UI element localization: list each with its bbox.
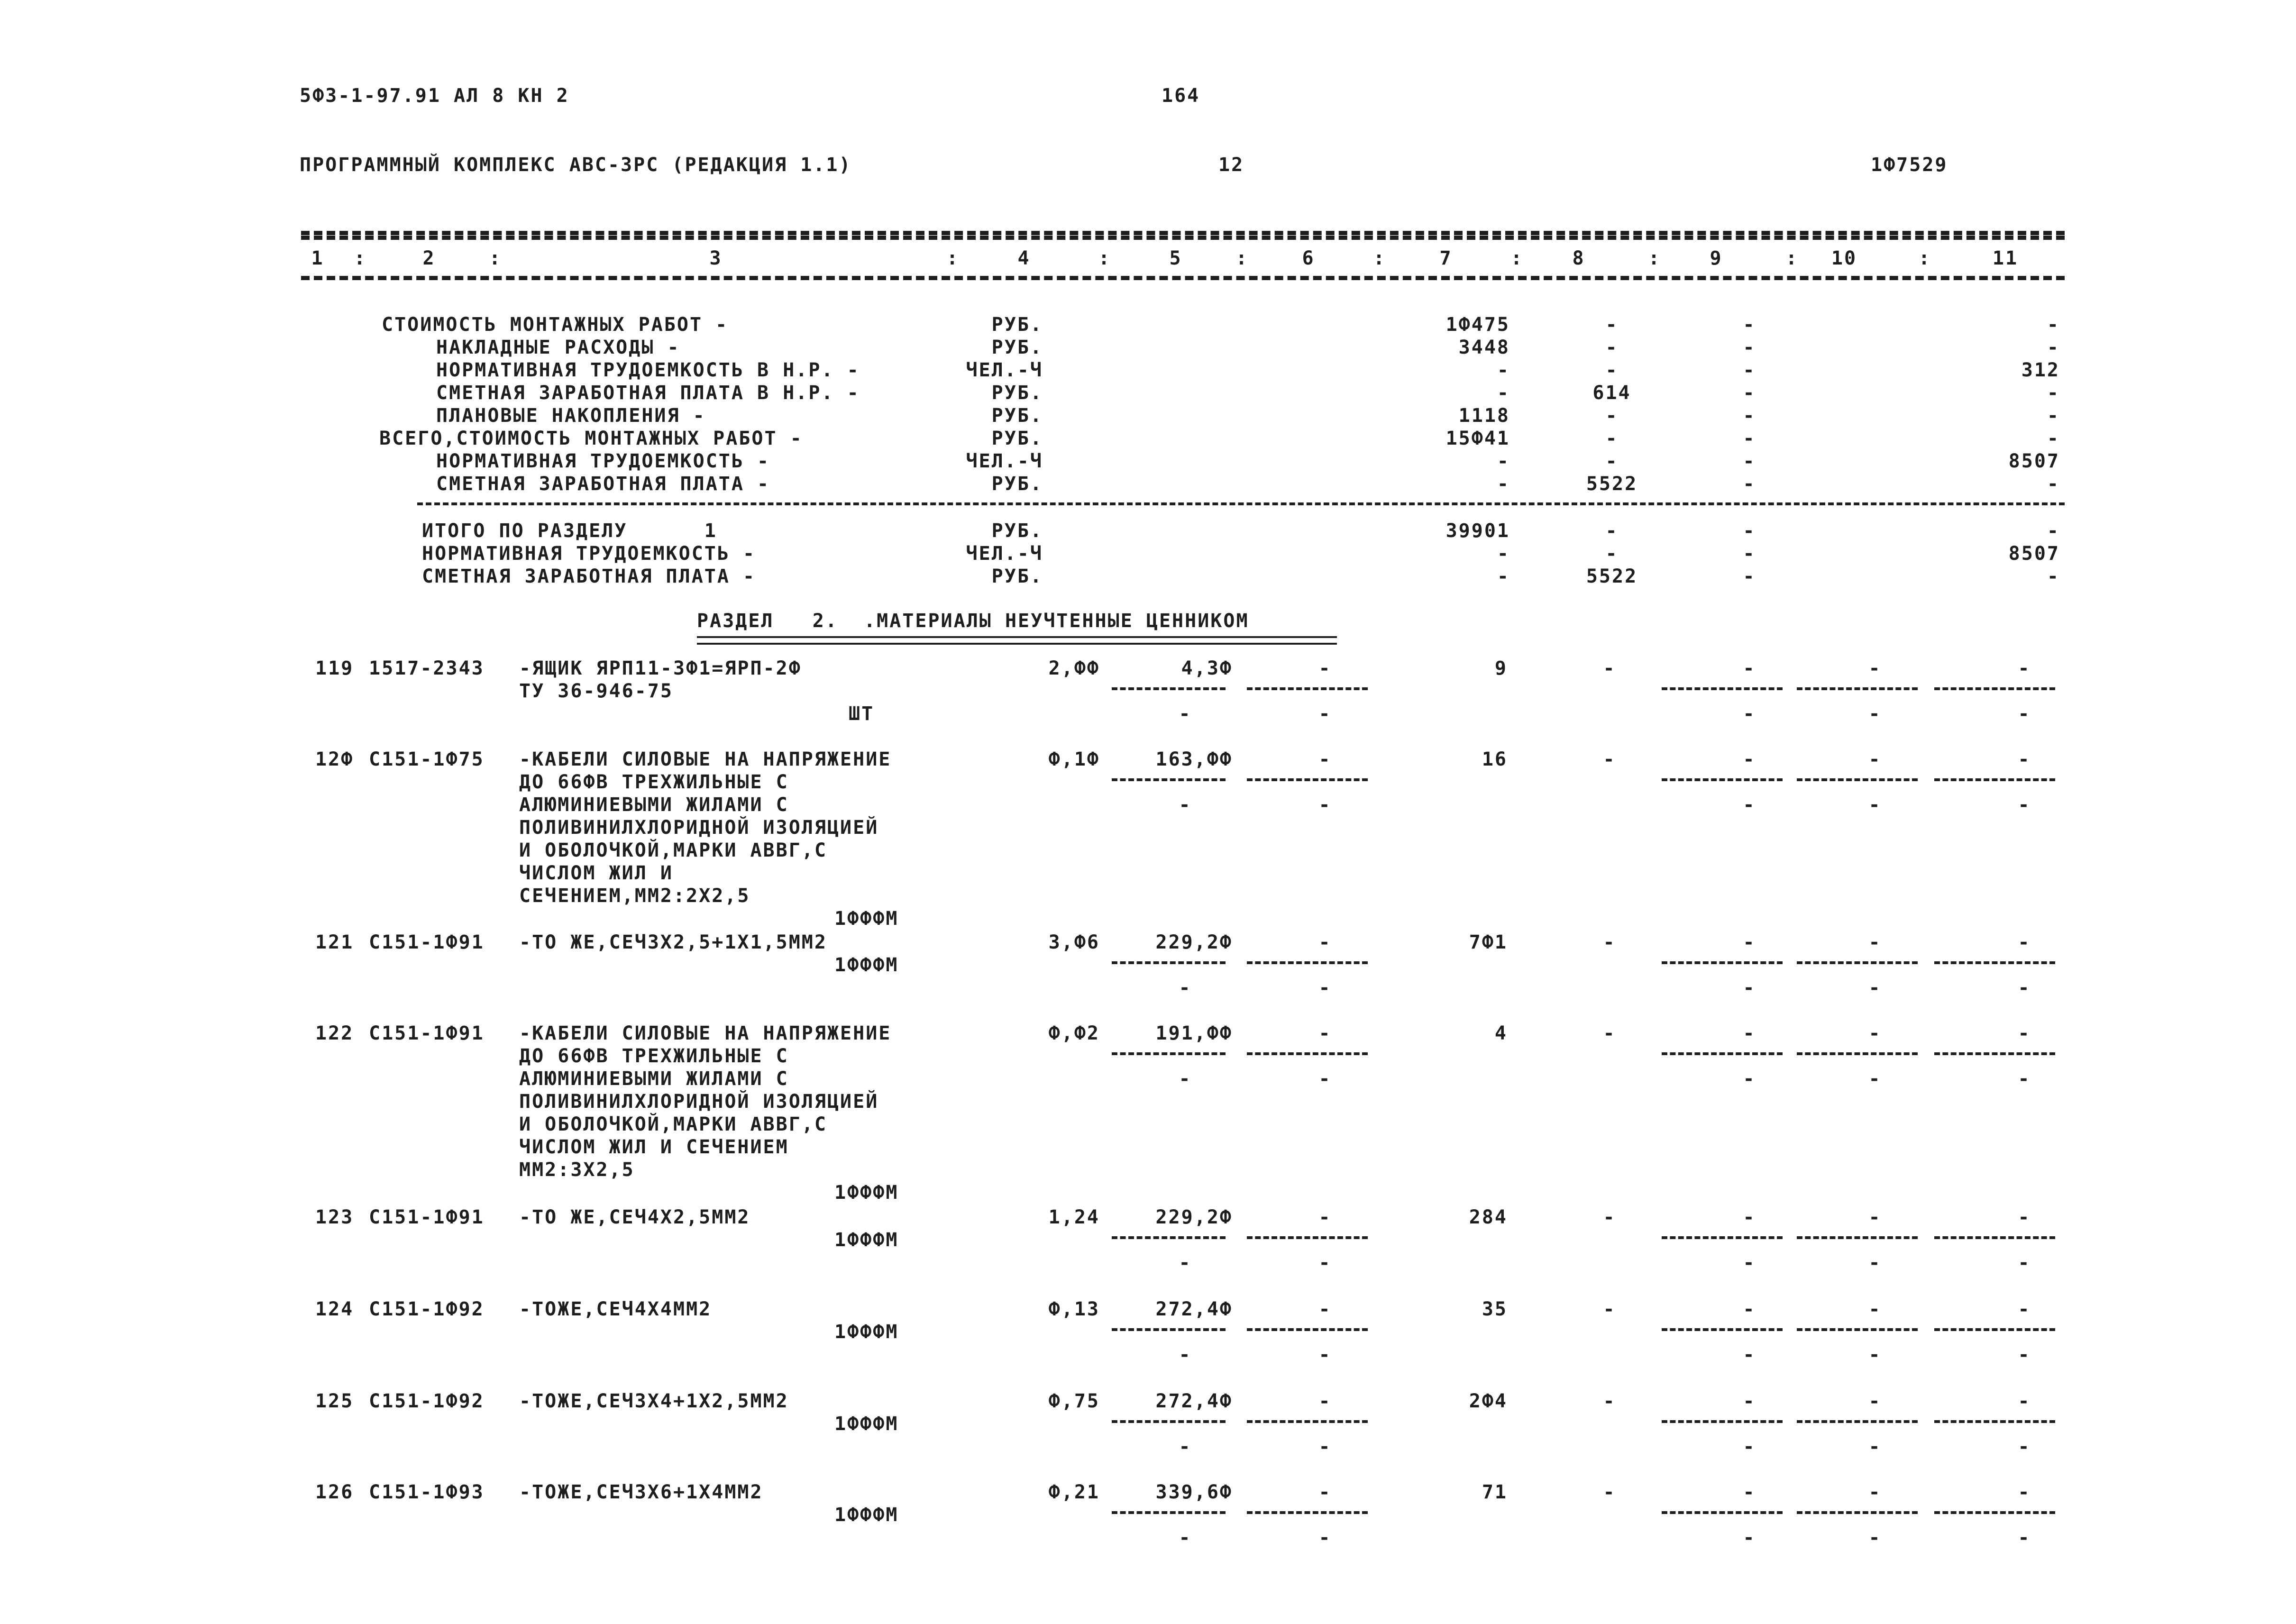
item-description-line: ПОЛИВИНИЛХЛОРИДНОЙ ИЗОЛЯЦИЕЙ [519, 1091, 879, 1113]
item-description-line: ДО 66ФВ ТРЕХЖИЛЬНЫЕ С [519, 1045, 789, 1067]
item-quantity: Ф,13 [1048, 1298, 1100, 1320]
item-sub-dash: - [1318, 794, 1332, 816]
item-col11: - [2018, 1022, 2031, 1044]
item-number: 119 [315, 657, 354, 679]
item-sub-dash: - [1743, 1436, 1756, 1458]
col6-underline [1247, 1052, 1368, 1055]
item-description-line: -ЯЩИК ЯРП11-3Ф1=ЯРП-2Ф [519, 657, 802, 679]
item-total: 284 [1469, 1206, 1508, 1228]
item-sub-dash: - [1868, 703, 1882, 725]
summary-label: НОРМАТИВНАЯ ТРУДОЕМКОСТЬ - [436, 450, 770, 472]
item-sub-dash: - [1743, 1252, 1756, 1274]
column-header-rule [301, 276, 2065, 280]
col10-underline [1797, 1236, 1918, 1239]
item-sub-dash: - [1868, 1527, 1882, 1549]
item-sub-dash: - [1179, 977, 1192, 999]
price-underline [1112, 1420, 1226, 1423]
summary-unit: РУБ. [991, 314, 1043, 336]
item-col6: - [1318, 1298, 1332, 1320]
item-quantity: 2,ФФ [1048, 657, 1100, 679]
table-top-rule [301, 231, 2065, 235]
item-price: 229,2Ф [1155, 1206, 1233, 1228]
summary-col7: 15Ф41 [1445, 428, 1510, 449]
item-sub-dash: - [1318, 1436, 1332, 1458]
item-unit: 1ФФФМ [834, 1413, 899, 1435]
item-sub-dash: - [1868, 794, 1882, 816]
total-col7: 39901 [1445, 520, 1510, 542]
item-number: 121 [315, 931, 354, 953]
summary-col9: - [1743, 405, 1756, 427]
summary-col7: - [1497, 359, 1510, 381]
column-number-11: 11 [1992, 247, 2019, 269]
summary-col11: - [2047, 473, 2060, 495]
item-col10: - [1868, 1298, 1882, 1320]
item-total: 71 [1482, 1481, 1508, 1503]
item-total: 7Ф1 [1469, 931, 1508, 953]
summary-col8: 614 [1592, 382, 1631, 404]
item-sub-dash: - [2018, 1068, 2031, 1090]
summary-col8: - [1605, 337, 1619, 358]
column-number-9: 9 [1710, 247, 1723, 269]
item-code: С151-1Ф91 [369, 931, 485, 953]
item-code: С151-1Ф92 [369, 1298, 485, 1320]
item-unit: 1ФФФМ [834, 954, 899, 976]
price-underline [1112, 687, 1226, 690]
item-number: 12Ф [315, 748, 354, 770]
col6-underline [1247, 778, 1368, 781]
item-description-line: ЧИСЛОМ ЖИЛ И [519, 862, 673, 884]
summary-col8: - [1605, 314, 1619, 336]
column-separator: : [1785, 247, 1799, 269]
item-sub-dash: - [1179, 1068, 1192, 1090]
item-sub-dash: - [1743, 1527, 1756, 1549]
item-code: С151-1Ф91 [369, 1206, 485, 1228]
item-quantity: Ф,75 [1048, 1390, 1100, 1412]
total-col11: - [2047, 566, 2060, 587]
item-description-line: ЧИСЛОМ ЖИЛ И СЕЧЕНИЕМ [519, 1136, 789, 1158]
summary-label: НАКЛАДНЫЕ РАСХОДЫ - [436, 337, 680, 358]
item-sub-dash: - [1179, 1527, 1192, 1549]
item-col10: - [1868, 748, 1882, 770]
item-col8: - [1603, 1390, 1616, 1412]
item-col11: - [2018, 1298, 2031, 1320]
summary-col11: 8507 [2008, 450, 2060, 472]
item-col11: - [2018, 748, 2031, 770]
item-description-line: ТУ 36-946-75 [519, 680, 673, 702]
item-sub-dash: - [1318, 1344, 1332, 1366]
item-unit: 1ФФФМ [834, 1182, 899, 1204]
summary-unit: РУБ. [991, 428, 1043, 449]
item-col6: - [1318, 1390, 1332, 1412]
item-col10: - [1868, 1206, 1882, 1228]
total-col7: - [1497, 543, 1510, 565]
item-col9: - [1743, 1022, 1756, 1044]
item-sub-dash: - [1179, 703, 1192, 725]
total-unit: ЧЕЛ.-Ч [966, 543, 1043, 565]
item-description-line: -ТОЖЕ,СЕЧ3Х4+1Х2,5ММ2 [519, 1390, 789, 1412]
item-col6: - [1318, 1481, 1332, 1503]
item-sub-dash: - [1179, 1252, 1192, 1274]
doc-number: 1Ф7529 [1871, 154, 1948, 176]
price-underline [1112, 961, 1226, 964]
item-col10: - [1868, 1481, 1882, 1503]
item-col9: - [1743, 1390, 1756, 1412]
item-sub-dash: - [2018, 1344, 2031, 1366]
summary-col9: - [1743, 382, 1756, 404]
item-quantity: Ф,Ф2 [1048, 1022, 1100, 1044]
total-label: ИТОГО ПО РАЗДЕЛУ 1 [422, 520, 717, 542]
item-col8: - [1603, 1298, 1616, 1320]
summary-separator [417, 502, 2065, 505]
col9-underline [1662, 961, 1783, 964]
summary-col7: 1118 [1458, 405, 1510, 427]
col6-underline [1247, 1236, 1368, 1239]
total-unit: РУБ. [991, 520, 1043, 542]
column-separator: : [489, 247, 502, 269]
item-description-line: И ОБОЛОЧКОЙ,МАРКИ АВВГ,С [519, 1113, 827, 1135]
total-col11: - [2047, 520, 2060, 542]
col10-underline [1797, 1511, 1918, 1514]
item-sub-dash: - [1868, 1344, 1882, 1366]
item-sub-dash: - [1318, 1527, 1332, 1549]
item-col6: - [1318, 1206, 1332, 1228]
item-col10: - [1868, 657, 1882, 679]
item-col10: - [1868, 1390, 1882, 1412]
price-underline [1112, 1236, 1226, 1239]
item-quantity: 3,Ф6 [1048, 931, 1100, 953]
item-number: 124 [315, 1298, 354, 1320]
col11-underline [1934, 1052, 2055, 1055]
item-col8: - [1603, 1206, 1616, 1228]
col9-underline [1662, 1420, 1783, 1423]
col10-underline [1797, 1052, 1918, 1055]
item-sub-dash: - [1179, 1344, 1192, 1366]
item-description-line: СЕЧЕНИЕМ,ММ2:2Х2,5 [519, 885, 750, 907]
item-description-line: АЛЮМИНИЕВЫМИ ЖИЛАМИ С [519, 1068, 789, 1090]
item-description-line: АЛЮМИНИЕВЫМИ ЖИЛАМИ С [519, 794, 789, 816]
item-col6: - [1318, 748, 1332, 770]
item-unit: 1ФФФМ [834, 908, 899, 930]
total-col8: - [1605, 520, 1619, 542]
item-code: С151-1Ф92 [369, 1390, 485, 1412]
item-unit: ШТ [849, 703, 875, 725]
summary-col8: - [1605, 359, 1619, 381]
item-sub-dash: - [1179, 1436, 1192, 1458]
item-col10: - [1868, 931, 1882, 953]
item-col10: - [1868, 1022, 1882, 1044]
total-col11: 8507 [2008, 543, 2060, 565]
item-col11: - [2018, 1390, 2031, 1412]
item-unit: 1ФФФМ [834, 1504, 899, 1526]
summary-col11: - [2047, 382, 2060, 404]
summary-col7: 1Ф475 [1445, 314, 1510, 336]
item-quantity: Ф,21 [1048, 1481, 1100, 1503]
column-number-2: 2 [422, 247, 436, 269]
col11-underline [1934, 687, 2055, 690]
item-sub-dash: - [1743, 977, 1756, 999]
item-sub-dash: - [1318, 977, 1332, 999]
summary-col8: - [1605, 428, 1619, 449]
summary-label: ВСЕГО,СТОИМОСТЬ МОНТАЖНЫХ РАБОТ - [379, 428, 803, 449]
item-sub-dash: - [1868, 977, 1882, 999]
item-sub-dash: - [2018, 1436, 2031, 1458]
summary-col11: 312 [2021, 359, 2060, 381]
item-col9: - [1743, 748, 1756, 770]
col9-underline [1662, 778, 1783, 781]
item-total: 16 [1482, 748, 1508, 770]
item-sub-dash: - [2018, 794, 2031, 816]
col11-underline [1934, 1328, 2055, 1331]
col6-underline [1247, 1420, 1368, 1423]
item-price: 4,3Ф [1181, 657, 1233, 679]
col10-underline [1797, 961, 1918, 964]
item-price: 191,ФФ [1155, 1022, 1233, 1044]
item-col8: - [1603, 657, 1616, 679]
col9-underline [1662, 1052, 1783, 1055]
item-code: С151-1Ф91 [369, 1022, 485, 1044]
summary-col9: - [1743, 359, 1756, 381]
col6-underline [1247, 1328, 1368, 1331]
col10-underline [1797, 1420, 1918, 1423]
item-description-line: -КАБЕЛИ СИЛОВЫЕ НА НАПРЯЖЕНИЕ [519, 1022, 892, 1044]
summary-unit: ЧЕЛ.-Ч [966, 359, 1043, 381]
item-col11: - [2018, 657, 2031, 679]
summary-label: СТОИМОСТЬ МОНТАЖНЫХ РАБОТ - [382, 314, 729, 336]
item-price: 163,ФФ [1155, 748, 1233, 770]
item-sub-dash: - [1743, 1068, 1756, 1090]
total-label: СМЕТНАЯ ЗАРАБОТНАЯ ПЛАТА - [422, 566, 756, 587]
column-separator: : [1373, 247, 1386, 269]
item-price: 339,6Ф [1155, 1481, 1233, 1503]
summary-label: СМЕТНАЯ ЗАРАБОТНАЯ ПЛАТА - [436, 473, 770, 495]
col11-underline [1934, 1236, 2055, 1239]
item-col8: - [1603, 931, 1616, 953]
summary-col8: 5522 [1586, 473, 1638, 495]
summary-label: ПЛАНОВЫЕ НАКОПЛЕНИЯ - [436, 405, 706, 427]
col9-underline [1662, 687, 1783, 690]
item-sub-dash: - [1318, 1252, 1332, 1274]
column-number-3: 3 [709, 247, 723, 269]
item-price: 272,4Ф [1155, 1298, 1233, 1320]
item-number: 125 [315, 1390, 354, 1412]
sheet-number: 12 [1218, 154, 1244, 176]
item-description-line: -ТОЖЕ,СЕЧ4Х4ММ2 [519, 1298, 712, 1320]
total-col9: - [1743, 566, 1756, 587]
item-sub-dash: - [2018, 703, 2031, 725]
summary-unit: РУБ. [991, 473, 1043, 495]
total-col8: 5522 [1586, 566, 1638, 587]
summary-label: СМЕТНАЯ ЗАРАБОТНАЯ ПЛАТА В Н.Р. - [436, 382, 860, 404]
summary-col8: - [1605, 450, 1619, 472]
item-quantity: Ф,1Ф [1048, 748, 1100, 770]
item-col9: - [1743, 931, 1756, 953]
item-sub-dash: - [2018, 1527, 2031, 1549]
summary-col9: - [1743, 337, 1756, 358]
summary-col9: - [1743, 314, 1756, 336]
column-separator: : [1918, 247, 1931, 269]
item-col11: - [2018, 931, 2031, 953]
col6-underline [1247, 961, 1368, 964]
column-number-4: 4 [1017, 247, 1031, 269]
program-title: ПРОГРАММНЫЙ КОМПЛЕКС АВС-3РС (РЕДАКЦИЯ 1.1) [300, 154, 852, 176]
price-underline [1112, 1328, 1226, 1331]
column-number-1: 1 [311, 247, 324, 269]
summary-col11: - [2047, 337, 2060, 358]
summary-col9: - [1743, 473, 1756, 495]
item-col9: - [1743, 1481, 1756, 1503]
summary-col7: - [1497, 382, 1510, 404]
item-description-line: -ТО ЖЕ,СЕЧ4Х2,5ММ2 [519, 1206, 750, 1228]
table-top-rule-2 [301, 236, 2065, 240]
item-code: С151-1Ф93 [369, 1481, 485, 1503]
item-sub-dash: - [1179, 794, 1192, 816]
column-separator: : [354, 247, 367, 269]
column-number-6: 6 [1302, 247, 1315, 269]
price-underline [1112, 778, 1226, 781]
column-number-5: 5 [1169, 247, 1182, 269]
item-sub-dash: - [1868, 1436, 1882, 1458]
item-col6: - [1318, 1022, 1332, 1044]
item-sub-dash: - [1868, 1252, 1882, 1274]
col11-underline [1934, 1511, 2055, 1514]
col10-underline [1797, 778, 1918, 781]
column-separator: : [1648, 247, 1661, 269]
item-col8: - [1603, 1022, 1616, 1044]
column-number-8: 8 [1572, 247, 1585, 269]
item-number: 123 [315, 1206, 354, 1228]
summary-col7: 3448 [1458, 337, 1510, 358]
summary-col11: - [2047, 314, 2060, 336]
column-number-7: 7 [1439, 247, 1453, 269]
item-col9: - [1743, 657, 1756, 679]
summary-col8: - [1605, 405, 1619, 427]
total-col9: - [1743, 520, 1756, 542]
item-sub-dash: - [1318, 703, 1332, 725]
item-col9: - [1743, 1206, 1756, 1228]
item-description-line: -КАБЕЛИ СИЛОВЫЕ НА НАПРЯЖЕНИЕ [519, 748, 892, 770]
col11-underline [1934, 778, 2055, 781]
item-description-line: -ТО ЖЕ,СЕЧ3Х2,5+1Х1,5ММ2 [519, 931, 827, 953]
col10-underline [1797, 687, 1918, 690]
item-total: 9 [1494, 657, 1508, 679]
summary-unit: РУБ. [991, 405, 1043, 427]
item-code: С151-1Ф75 [369, 748, 485, 770]
col9-underline [1662, 1328, 1783, 1331]
section-heading-underline [697, 636, 1337, 645]
summary-col11: - [2047, 428, 2060, 449]
summary-label: НОРМАТИВНАЯ ТРУДОЕМКОСТЬ В Н.Р. - [436, 359, 860, 381]
col9-underline [1662, 1511, 1783, 1514]
summary-unit: РУБ. [991, 382, 1043, 404]
column-number-10: 10 [1831, 247, 1857, 269]
summary-col9: - [1743, 450, 1756, 472]
column-separator: : [1510, 247, 1524, 269]
price-underline [1112, 1052, 1226, 1055]
item-col6: - [1318, 931, 1332, 953]
item-description-line: ДО 66ФВ ТРЕХЖИЛЬНЫЕ С [519, 771, 789, 793]
column-separator: : [1098, 247, 1111, 269]
total-label: НОРМАТИВНАЯ ТРУДОЕМКОСТЬ - [422, 543, 756, 565]
item-quantity: 1,24 [1048, 1206, 1100, 1228]
item-description-line: И ОБОЛОЧКОЙ,МАРКИ АВВГ,С [519, 839, 827, 861]
page-number: 164 [1162, 85, 1200, 107]
item-price: 229,2Ф [1155, 931, 1233, 953]
col10-underline [1797, 1328, 1918, 1331]
summary-unit: ЧЕЛ.-Ч [966, 450, 1043, 472]
item-code: 1517-2343 [369, 657, 485, 679]
item-col6: - [1318, 657, 1332, 679]
column-separator: : [946, 247, 960, 269]
item-sub-dash: - [2018, 1252, 2031, 1274]
total-col9: - [1743, 543, 1756, 565]
item-price: 272,4Ф [1155, 1390, 1233, 1412]
doc-code: 5Ф3-1-97.91 АЛ 8 КН 2 [300, 85, 569, 107]
price-underline [1112, 1511, 1226, 1514]
column-separator: : [1235, 247, 1249, 269]
item-col9: - [1743, 1298, 1756, 1320]
col6-underline [1247, 687, 1368, 690]
item-col11: - [2018, 1481, 2031, 1503]
item-number: 126 [315, 1481, 354, 1503]
item-total: 35 [1482, 1298, 1508, 1320]
item-sub-dash: - [1743, 703, 1756, 725]
item-description-line: ММ2:3Х2,5 [519, 1159, 635, 1181]
item-total: 2Ф4 [1469, 1390, 1508, 1412]
col11-underline [1934, 961, 2055, 964]
summary-unit: РУБ. [991, 337, 1043, 358]
item-sub-dash: - [1743, 1344, 1756, 1366]
section-heading: РАЗДЕЛ 2. .МАТЕРИАЛЫ НЕУЧТЕННЫЕ ЦЕННИКОМ [697, 610, 1249, 632]
item-col8: - [1603, 748, 1616, 770]
total-col7: - [1497, 566, 1510, 587]
col6-underline [1247, 1511, 1368, 1514]
col9-underline [1662, 1236, 1783, 1239]
item-number: 122 [315, 1022, 354, 1044]
total-unit: РУБ. [991, 566, 1043, 587]
item-col8: - [1603, 1481, 1616, 1503]
item-sub-dash: - [2018, 977, 2031, 999]
item-description-line: -ТОЖЕ,СЕЧ3Х6+1Х4ММ2 [519, 1481, 763, 1503]
item-sub-dash: - [1318, 1068, 1332, 1090]
summary-col11: - [2047, 405, 2060, 427]
item-unit: 1ФФФМ [834, 1321, 899, 1343]
item-total: 4 [1494, 1022, 1508, 1044]
item-unit: 1ФФФМ [834, 1229, 899, 1251]
item-sub-dash: - [1868, 1068, 1882, 1090]
item-description-line: ПОЛИВИНИЛХЛОРИДНОЙ ИЗОЛЯЦИЕЙ [519, 817, 879, 839]
item-sub-dash: - [1743, 794, 1756, 816]
item-col11: - [2018, 1206, 2031, 1228]
summary-col7: - [1497, 450, 1510, 472]
summary-col9: - [1743, 428, 1756, 449]
summary-col7: - [1497, 473, 1510, 495]
col11-underline [1934, 1420, 2055, 1423]
total-col8: - [1605, 543, 1619, 565]
